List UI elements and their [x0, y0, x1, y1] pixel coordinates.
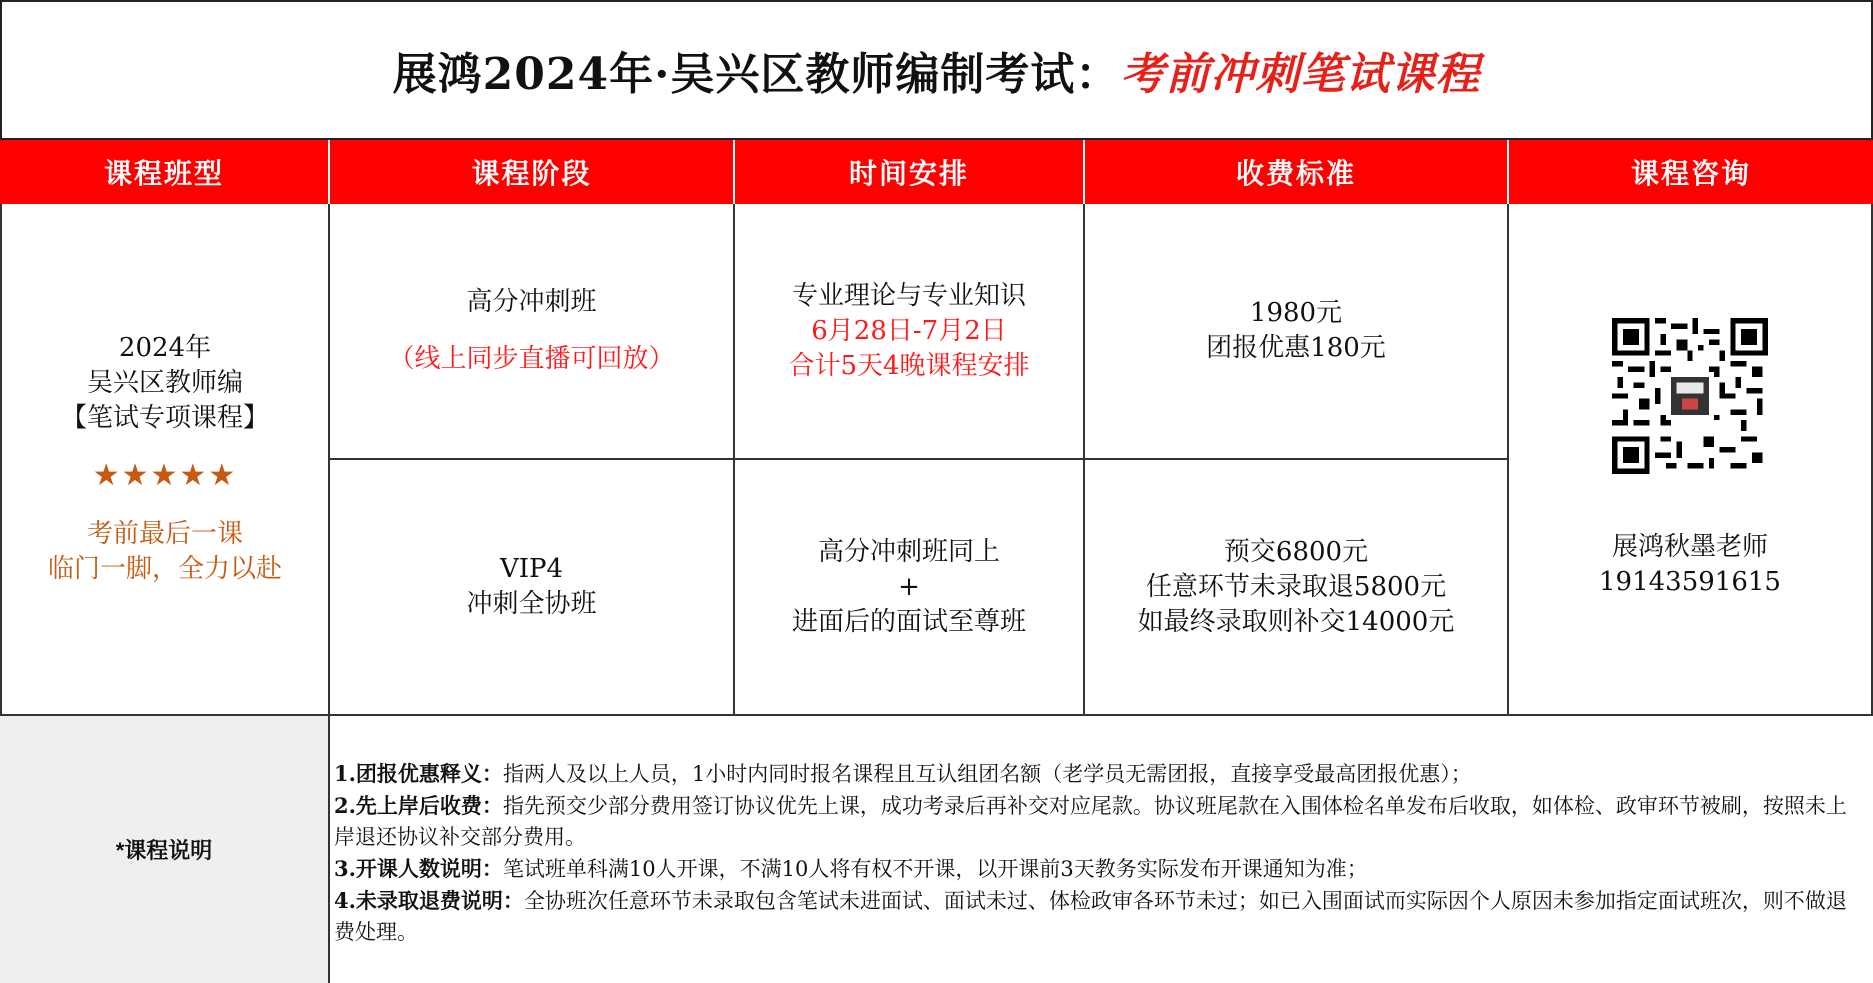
table-row-2-stage — [330, 460, 735, 716]
header-schedule: 时间安排 — [735, 140, 1085, 204]
note-item-1 — [334, 758, 1863, 790]
fee-line-2: 任意环节未录取退5800元 — [1145, 571, 1447, 602]
qr-code-icon[interactable] — [1612, 318, 1768, 474]
course-year: 2024年 — [118, 333, 212, 363]
note-title: 4.未录取退费说明： — [334, 888, 524, 913]
course-subject: 【笔试专项课程】 — [60, 403, 269, 433]
header-fee: 收费标准 — [1085, 140, 1509, 204]
title-accent: 考前冲刺笔试课程 — [1120, 49, 1481, 100]
course-name: 吴兴区教师编 — [86, 368, 243, 398]
stage-name: VIP4 — [499, 554, 564, 584]
fee-line-2: 团报优惠180元 — [1206, 333, 1386, 363]
stage-note: 冲刺全协班 — [466, 589, 597, 619]
note-title: 2.先上岸后收费： — [334, 793, 503, 818]
page-title — [0, 0, 1873, 140]
fee-line-3: 如最终录取则补交14000元 — [1137, 606, 1455, 637]
teacher-name: 展鸿秋墨老师 — [1611, 532, 1768, 562]
stage-name: 高分冲刺班 — [466, 287, 597, 317]
note-text: 指先预交少部分费用签订协议优先上课，成功考录后再补交对应尾款。协议班尾款在入围体检名单发布后收取，如体检、政审环节被刷，按照未上岸退还协议补交部分费用。 — [334, 794, 1847, 849]
note-item-3 — [334, 853, 1863, 885]
note-item-2 — [334, 790, 1863, 853]
note-item-4 — [334, 885, 1863, 948]
table-row-2-schedule — [735, 460, 1085, 716]
notes-body — [330, 716, 1873, 983]
slogan-line-2: 临门一脚，全力以赴 — [47, 554, 282, 584]
header-course-stage: 课程阶段 — [330, 140, 735, 204]
table-row-1-fee — [1085, 204, 1509, 460]
note-title: 3.开课人数说明： — [334, 856, 503, 881]
teacher-phone[interactable]: 19143591615 — [1599, 567, 1781, 597]
fee-line-1: 预交6800元 — [1223, 536, 1369, 567]
schedule-title: 专业理论与专业知识 — [791, 280, 1026, 311]
table-row-1-schedule — [735, 204, 1085, 460]
slogan-line-1: 考前最后一课 — [86, 519, 243, 549]
header-course-type: 课程班型 — [0, 140, 330, 204]
table-header — [0, 140, 1873, 204]
title-main: 展鸿2024年·吴兴区教师编制考试： — [392, 49, 1121, 100]
table-row-1-stage — [330, 204, 735, 460]
course-type-cell — [0, 204, 330, 716]
table-row-2-fee — [1085, 460, 1509, 716]
schedule-total: 进面后的面试至尊班 — [791, 606, 1026, 637]
schedule-title: 高分冲刺班同上 — [817, 536, 1000, 567]
schedule-total: 合计5天4晚课程安排 — [788, 350, 1030, 381]
note-text: 指两人及以上人员，1小时内同时报名课程且互认组团名额（老学员无需团报，直接享受最高团报优惠）； — [502, 762, 1472, 786]
rating-stars-icon: ★★★★★ — [92, 458, 238, 493]
stage-note: （线上同步直播可回放） — [388, 344, 675, 374]
course-notes — [0, 716, 1873, 983]
header-consult: 课程咨询 — [1630, 157, 1751, 190]
table-body — [0, 204, 1873, 716]
consult-cell — [1509, 204, 1873, 716]
note-title: 1.团报优惠释义： — [334, 761, 503, 786]
fee-line-1: 1980元 — [1249, 298, 1343, 328]
note-text: 全协班次任意环节未录取包含笔试未进面试、面试未过、体检政审各环节未过；如已入围面试而实际因个人原因未参加指定面试班次，则不做退费处理。 — [334, 889, 1847, 944]
schedule-date: 6月28日-7月2日 — [811, 315, 1007, 346]
note-text: 笔试班单科满10人开课，不满10人将有权不开课，以开课前3天教务实际发布开课通知为准； — [502, 857, 1368, 881]
qr-block — [1599, 318, 1781, 600]
schedule-plus: + — [898, 571, 920, 602]
notes-label: *课程说明 — [0, 716, 330, 983]
